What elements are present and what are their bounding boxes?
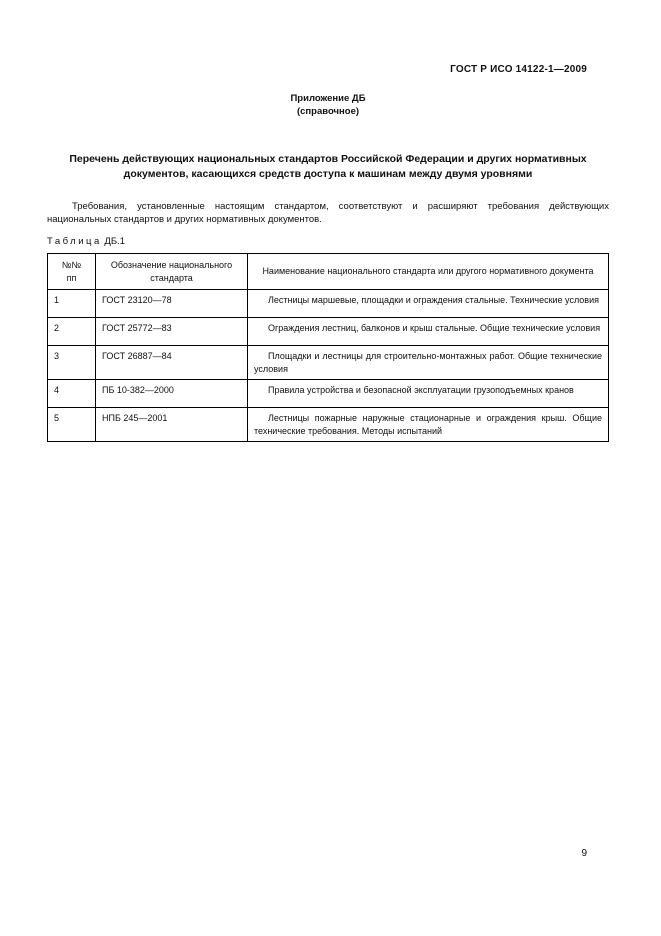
column-header-code: Обозначение национального стандарта xyxy=(96,254,248,290)
document-code: ГОСТ Р ИСО 14122-1—2009 xyxy=(450,64,587,75)
standard-name: Лестницы пожарные наружные стационарные и ограждения крыш. Общие технические требования. Методы испытаний xyxy=(248,408,609,442)
table-caption-number: ДБ.1 xyxy=(104,236,125,247)
page-number: 9 xyxy=(581,848,587,859)
row-number: 2 xyxy=(48,318,96,346)
standard-name: Ограждения лестниц, балконов и крыш стальные. Общие технические условия xyxy=(248,318,609,346)
table-row xyxy=(48,318,609,346)
annex-title: Приложение ДБ xyxy=(290,93,366,104)
standard-code: ПБ 10-382—2000 xyxy=(96,380,248,408)
standard-code: ГОСТ 23120—78 xyxy=(96,290,248,318)
standard-name: Лестницы маршевые, площадки и ограждения стальные. Технические условия xyxy=(248,290,609,318)
annex-block xyxy=(47,92,609,118)
row-number: 4 xyxy=(48,380,96,408)
standards-table xyxy=(47,253,609,442)
row-number: 1 xyxy=(48,290,96,318)
table-caption xyxy=(47,236,125,247)
standard-name: Площадки и лестницы для строительно-монтажных работ. Общие технические условия xyxy=(248,346,609,380)
row-number: 3 xyxy=(48,346,96,380)
page-title: Перечень действующих национальных стандартов Российской Федерации и других нормативных документов, касающихся средств доступа к машинам между двумя уровнями xyxy=(69,153,587,180)
table-row xyxy=(48,380,609,408)
column-header-name: Наименование национального стандарта или другого нормативного документа xyxy=(248,254,609,290)
table-row xyxy=(48,408,609,442)
row-number: 5 xyxy=(48,408,96,442)
standard-code: ГОСТ 25772—83 xyxy=(96,318,248,346)
annex-subtitle: (справочное) xyxy=(296,106,360,117)
intro-paragraph: Требования, установленные настоящим стандартом, соответствуют и расширяют требования действующих национальных стандартов и других нормативных документов. xyxy=(47,201,609,225)
table-caption-label: Таблица xyxy=(47,236,102,247)
standard-code: ГОСТ 26887—84 xyxy=(96,346,248,380)
standard-code: НПБ 245—2001 xyxy=(96,408,248,442)
table-row xyxy=(48,290,609,318)
table-body xyxy=(48,290,609,442)
table-row xyxy=(48,346,609,380)
table-header-row xyxy=(48,254,609,290)
column-header-number: №№ пп xyxy=(48,254,96,290)
standard-name: Правила устройства и безопасной эксплуатации грузоподъемных кранов xyxy=(248,380,609,408)
